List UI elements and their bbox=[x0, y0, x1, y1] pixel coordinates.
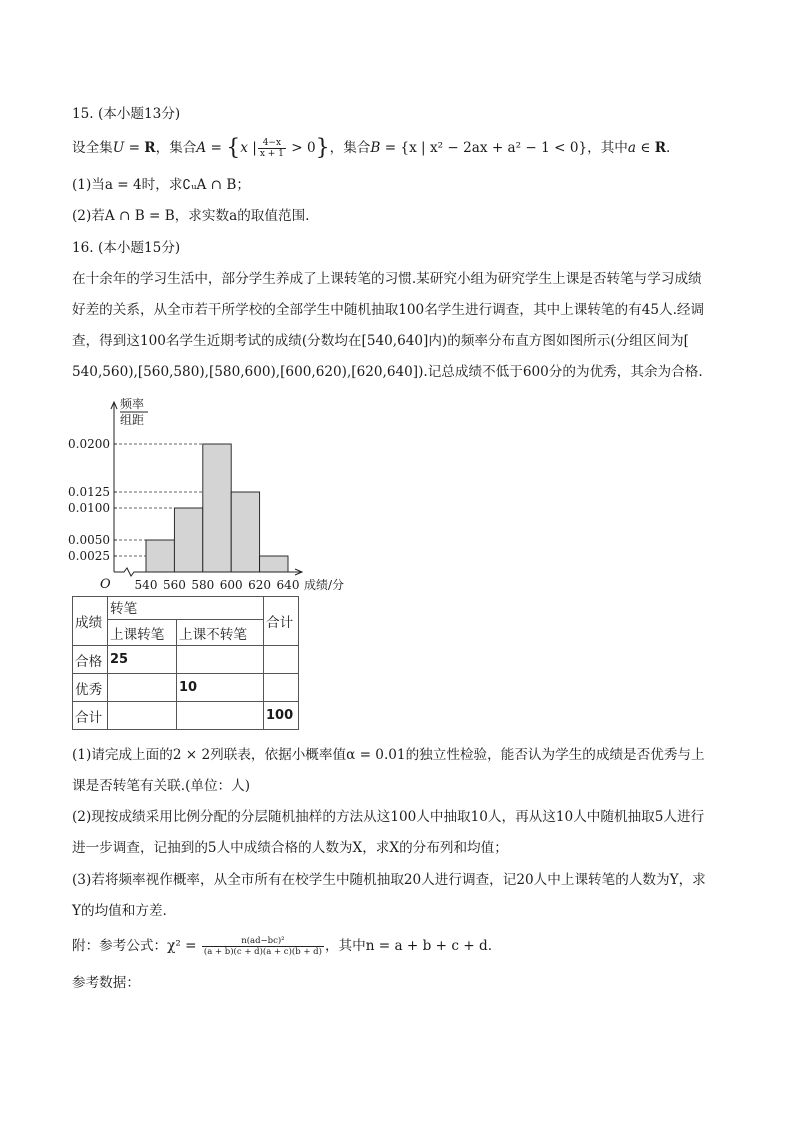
q16-part3 bbox=[72, 865, 722, 927]
q16-intro-line: 好差的关系，从全市若干所学校的全部学生中随机抽取100名学生进行调查，其中上课转笔的有45人.经调 bbox=[72, 302, 705, 318]
q15-fraction: $\frac{4-x}{x + 1}$ bbox=[259, 138, 284, 159]
histogram-bar bbox=[174, 508, 202, 572]
table-cell bbox=[177, 646, 264, 674]
y-tick-label: 0.0050 bbox=[68, 533, 110, 547]
table-cell: 100 bbox=[264, 702, 299, 730]
x-tick-label: 560 bbox=[162, 578, 186, 592]
x-tick-label: 540 bbox=[134, 578, 158, 592]
q16-intro-line: 540,560),[560,580),[580,600),[600,620),[620,640]).记总成绩不低于600分的为优秀，其余为合格. bbox=[72, 364, 703, 380]
x-tick-label: 600 bbox=[219, 578, 243, 592]
reference-formula: 附：参考公式：χ² = $\frac{\text{n(ad−bc)²}}{(a + b)(c + d)(a + c)(b + d)}$ ，其中n = a + b + c + d. bbox=[72, 936, 493, 957]
q16-part1-line: (1)请完成上面的2 × 2列联表，依据小概率值α = 0.01的独立性检验，能否认为学生的成绩是否优秀与上 bbox=[72, 747, 705, 763]
header-pen: 转笔 bbox=[108, 597, 264, 620]
x-tick-label: 620 bbox=[248, 578, 272, 592]
q15-statement: 设全集U = R，集合A = {x | $\frac{4-x}{x + 1}$ > 0}，集合B = {x | x² − 2ax + a² − 1 < 0}，其中a ∈ R. bbox=[72, 135, 671, 161]
histogram-bar bbox=[231, 492, 259, 572]
q16-part3-line: (3)若将频率视作概率，从全市所有在校学生中随机抽取20人进行调查，记20人中上课转笔的人数为Y，求 bbox=[72, 872, 706, 888]
table-row bbox=[73, 674, 299, 702]
y-tick-label: 0.0200 bbox=[68, 437, 110, 451]
q15-part1: (1)当a = 4时，求∁ᵤA ∩ B； bbox=[72, 177, 250, 193]
q16-part3-line: Y的均值和方差. bbox=[72, 903, 167, 919]
table-cell: 10 bbox=[177, 674, 264, 702]
y-axis-label-top: 频率 bbox=[120, 397, 145, 411]
table-row bbox=[73, 702, 299, 730]
histogram-bar bbox=[203, 444, 231, 572]
row-label: 优秀 bbox=[73, 674, 108, 702]
q16-part2-line: 进一步调查，记抽到的5人中成绩合格的人数为X，求X的分布列和均值； bbox=[72, 840, 508, 856]
x-tick-label: 580 bbox=[191, 578, 215, 592]
q15-part2: (2)若A ∩ B = B，求实数a的取值范围. bbox=[72, 208, 310, 224]
table-cell: 25 bbox=[108, 646, 177, 674]
x-axis-label: 成绩/分 bbox=[304, 578, 345, 592]
origin-label: O bbox=[100, 577, 111, 592]
contingency-table bbox=[72, 596, 299, 730]
q16-part1 bbox=[72, 740, 722, 802]
header-pen-no: 上课不转笔 bbox=[177, 620, 264, 646]
q16-intro bbox=[72, 264, 722, 388]
histogram-bar bbox=[260, 556, 288, 572]
table-cell bbox=[177, 702, 264, 730]
q16-part2-line: (2)现按成绩采用比例分配的分层随机抽样的方法从这100人中抽取10人，再从这10人中随机抽取5人进行 bbox=[72, 809, 705, 825]
y-tick-label: 0.0025 bbox=[68, 549, 110, 563]
frequency-histogram bbox=[60, 392, 360, 594]
table-cell bbox=[108, 702, 177, 730]
q16-part1-line: 课是否转笔有关联.(单位：人) bbox=[72, 778, 251, 794]
y-tick-label: 0.0125 bbox=[68, 485, 110, 499]
histogram-bar bbox=[146, 540, 174, 572]
q15-header: 15. (本小题13分) bbox=[72, 106, 181, 122]
row-label: 合计 bbox=[73, 702, 108, 730]
reference-data-label: 参考数据： bbox=[72, 975, 140, 991]
q16-part2 bbox=[72, 802, 722, 864]
header-total: 合计 bbox=[264, 597, 299, 646]
table-cell bbox=[108, 674, 177, 702]
q16-header: 16. (本小题15分) bbox=[72, 240, 181, 256]
q16-intro-line: 在十余年的学习生活中，部分学生养成了上课转笔的习惯.某研究小组为研究学生上课是否转笔与学习成绩 bbox=[72, 271, 702, 287]
table-row bbox=[73, 646, 299, 674]
table-cell bbox=[264, 674, 299, 702]
table-cell bbox=[264, 646, 299, 674]
chi-square-fraction: $\frac{\text{n(ad−bc)²}}{(a + b)(c + d)(a + c)(b + d)}$ bbox=[203, 936, 322, 957]
row-label: 合格 bbox=[73, 646, 108, 674]
x-tick-label: 640 bbox=[276, 578, 300, 592]
header-score: 成绩 bbox=[73, 597, 108, 646]
header-pen-yes: 上课转笔 bbox=[108, 620, 177, 646]
y-tick-label: 0.0100 bbox=[68, 501, 110, 515]
y-axis-label-bottom: 组距 bbox=[120, 413, 145, 427]
q16-intro-line: 查，得到这100名学生近期考试的成绩(分数均在[540,640]内)的频率分布直方图如图所示(分组区间为[ bbox=[72, 333, 689, 349]
